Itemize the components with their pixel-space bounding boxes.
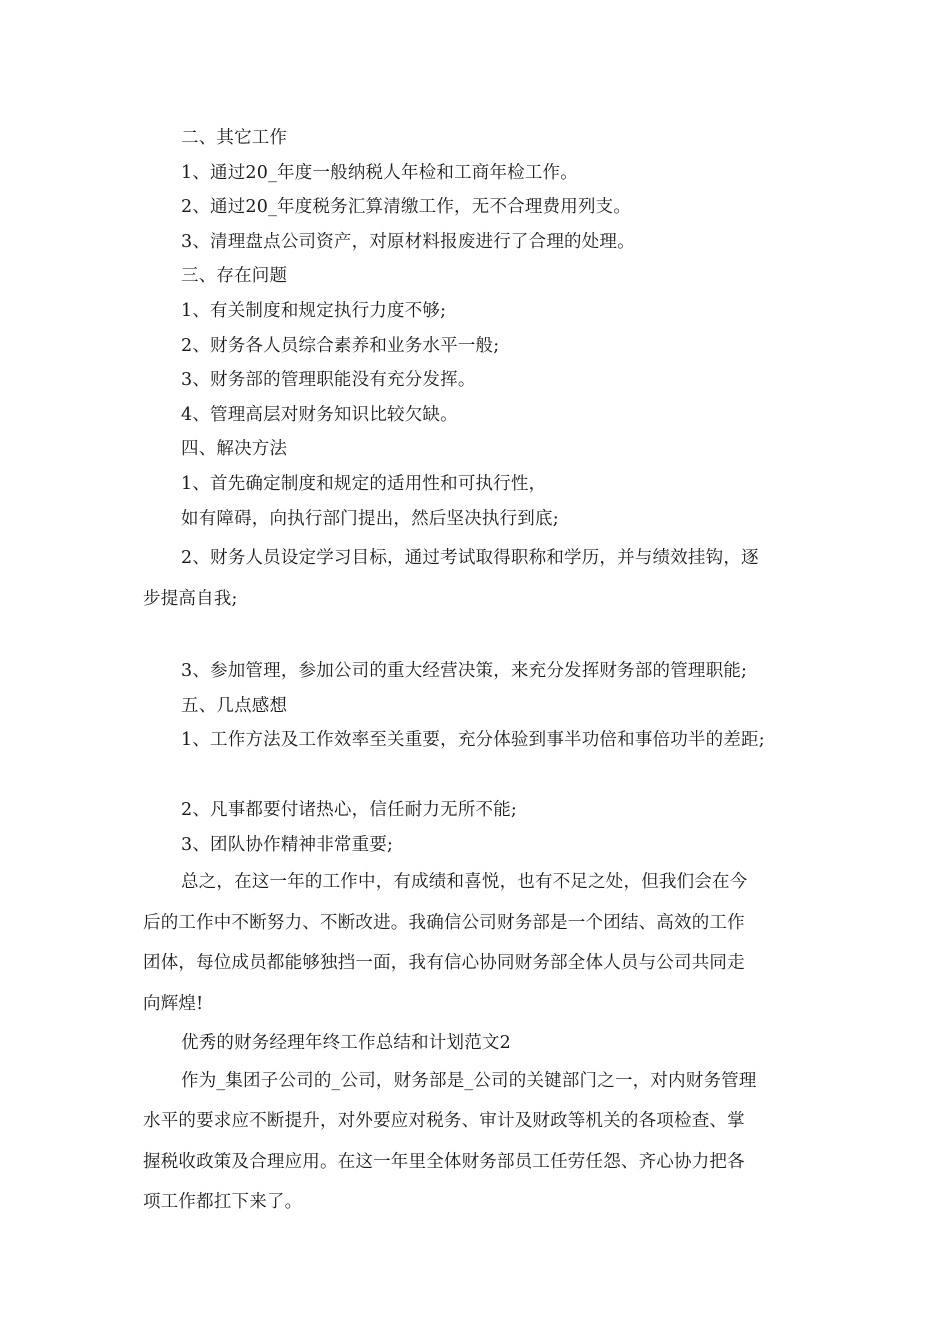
list-item: 3、团队协作精神非常重要;	[181, 834, 394, 855]
spacer	[143, 758, 823, 793]
section-heading-solutions: 四、解决方法	[181, 439, 288, 460]
paragraph-line: 后的工作中不断努力、不断改进。我确信公司财务部是一个团结、高效的工作	[143, 912, 745, 933]
list-item: 1、首先确定制度和规定的适用性和可执行性，	[181, 473, 547, 494]
list-item-continuation: 如有障碍，向执行部门提出，然后坚决执行到底;	[181, 508, 559, 529]
paragraph-line: 作为_集团子公司的_公司，财务部是_公司的关键部门之一，对内财务管理	[181, 1070, 757, 1091]
list-item: 3、财务部的管理职能没有充分发挥。	[181, 370, 476, 391]
list-item: 2、凡事都要付诸热心，信任耐力无所不能;	[181, 799, 518, 820]
section-heading-other-work: 二、其它工作	[181, 128, 288, 148]
paragraph-line: 水平的要求应不断提升，对外要应对税务、审计及财政等机关的各项检查、掌	[143, 1111, 745, 1132]
paragraph-summary	[143, 862, 823, 1024]
list-item: 2、财务各人员综合素养和业务水平一般;	[181, 335, 500, 356]
list-item: 3、参加管理，参加公司的重大经营决策，来充分发挥财务部的管理职能;	[181, 661, 748, 682]
paragraph-line: 2、财务人员设定学习目标，通过考试取得职称和学历，并与绩效挂钩，逐	[181, 548, 759, 569]
list-item: 1、通过20_年度一般纳税人年检和工商年检工作。	[181, 162, 578, 183]
paragraph-line: 握税收政策及合理应用。在这一年里全体财务部员工任劳任怨、齐心协力把各	[143, 1151, 745, 1172]
spacer	[143, 619, 823, 654]
paragraph-line: 总之，在这一年的工作中，有成绩和喜悦，也有不足之处，但我们会在今	[181, 872, 748, 893]
document-body	[143, 121, 823, 1223]
section-heading-reflections: 五、几点感想	[181, 695, 288, 716]
paragraph-study-goals	[143, 538, 823, 619]
paragraph-line: 团体，每位成员都能够独挡一面，我有信心协同财务部全体人员与公司共同走	[143, 953, 745, 974]
paragraph-intro	[143, 1061, 823, 1223]
list-item: 1、有关制度和规定执行力度不够;	[181, 300, 447, 321]
paragraph-line: 步提高自我;	[143, 588, 238, 609]
paragraph-line: 项工作都扛下来了。	[143, 1192, 303, 1213]
section-heading-problems: 三、存在问题	[181, 266, 288, 287]
list-item: 3、清理盘点公司资产，对原材料报废进行了合理的处理。	[181, 231, 635, 252]
list-item: 1、工作方法及工作效率至关重要，充分体验到事半功倍和事倍功半的差距;	[181, 730, 765, 751]
paragraph-line: 向辉煌!	[143, 993, 204, 1014]
document-subtitle: 优秀的财务经理年终工作总结和计划范文2	[181, 1033, 511, 1054]
list-item: 2、通过20_年度税务汇算清缴工作，无不合理费用列支。	[181, 197, 632, 218]
list-item: 4、管理高层对财务知识比较欠缺。	[181, 404, 458, 425]
